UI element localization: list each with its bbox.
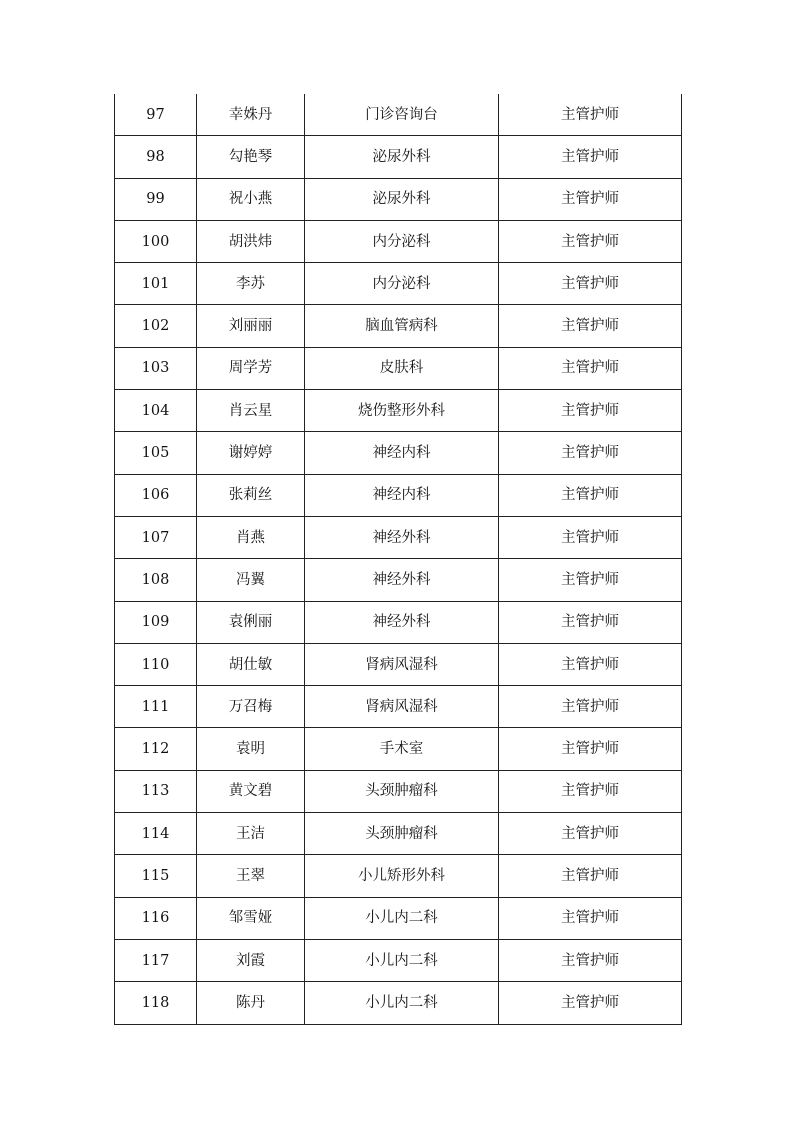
row-number: 102 bbox=[115, 305, 197, 347]
professional-title: 主管护师 bbox=[499, 474, 682, 516]
table-row bbox=[115, 305, 682, 347]
row-number: 111 bbox=[115, 686, 197, 728]
table-row bbox=[115, 939, 682, 981]
staff-name: 周学芳 bbox=[197, 347, 305, 389]
department: 神经外科 bbox=[305, 516, 499, 558]
department: 小儿内二科 bbox=[305, 982, 499, 1024]
department: 肾病风湿科 bbox=[305, 686, 499, 728]
table-row bbox=[115, 263, 682, 305]
table-row bbox=[115, 559, 682, 601]
staff-name: 胡仕敏 bbox=[197, 643, 305, 685]
table-row bbox=[115, 432, 682, 474]
professional-title: 主管护师 bbox=[499, 982, 682, 1024]
staff-name: 谢婷婷 bbox=[197, 432, 305, 474]
row-number: 118 bbox=[115, 982, 197, 1024]
department: 神经外科 bbox=[305, 559, 499, 601]
table-row bbox=[115, 770, 682, 812]
staff-name: 肖云星 bbox=[197, 390, 305, 432]
professional-title: 主管护师 bbox=[499, 770, 682, 812]
professional-title: 主管护师 bbox=[499, 728, 682, 770]
professional-title: 主管护师 bbox=[499, 178, 682, 220]
professional-title: 主管护师 bbox=[499, 390, 682, 432]
department: 头颈肿瘤科 bbox=[305, 770, 499, 812]
professional-title: 主管护师 bbox=[499, 601, 682, 643]
department: 内分泌科 bbox=[305, 263, 499, 305]
table-row bbox=[115, 136, 682, 178]
table-row bbox=[115, 897, 682, 939]
row-number: 114 bbox=[115, 813, 197, 855]
department: 小儿内二科 bbox=[305, 939, 499, 981]
table-row bbox=[115, 178, 682, 220]
staff-name: 勾艳琴 bbox=[197, 136, 305, 178]
department: 脑血管病科 bbox=[305, 305, 499, 347]
staff-name: 陈丹 bbox=[197, 982, 305, 1024]
department: 神经内科 bbox=[305, 474, 499, 516]
staff-name: 王翠 bbox=[197, 855, 305, 897]
staff-name: 刘丽丽 bbox=[197, 305, 305, 347]
row-number: 107 bbox=[115, 516, 197, 558]
row-number: 117 bbox=[115, 939, 197, 981]
row-number: 108 bbox=[115, 559, 197, 601]
table-row bbox=[115, 474, 682, 516]
professional-title: 主管护师 bbox=[499, 136, 682, 178]
staff-name: 袁明 bbox=[197, 728, 305, 770]
professional-title: 主管护师 bbox=[499, 347, 682, 389]
professional-title: 主管护师 bbox=[499, 305, 682, 347]
staff-name: 祝小燕 bbox=[197, 178, 305, 220]
table-row bbox=[115, 390, 682, 432]
table-row bbox=[115, 855, 682, 897]
professional-title: 主管护师 bbox=[499, 897, 682, 939]
staff-name: 袁俐丽 bbox=[197, 601, 305, 643]
department: 小儿内二科 bbox=[305, 897, 499, 939]
staff-name: 张莉丝 bbox=[197, 474, 305, 516]
row-number: 103 bbox=[115, 347, 197, 389]
table-row bbox=[115, 813, 682, 855]
row-number: 112 bbox=[115, 728, 197, 770]
professional-title: 主管护师 bbox=[499, 263, 682, 305]
staff-name: 万召梅 bbox=[197, 686, 305, 728]
row-number: 109 bbox=[115, 601, 197, 643]
department: 烧伤整形外科 bbox=[305, 390, 499, 432]
table-row bbox=[115, 686, 682, 728]
table-row bbox=[115, 982, 682, 1024]
row-number: 97 bbox=[115, 94, 197, 136]
professional-title: 主管护师 bbox=[499, 220, 682, 262]
row-number: 104 bbox=[115, 390, 197, 432]
department: 神经外科 bbox=[305, 601, 499, 643]
professional-title: 主管护师 bbox=[499, 94, 682, 136]
staff-name: 刘霞 bbox=[197, 939, 305, 981]
row-number: 98 bbox=[115, 136, 197, 178]
department: 小儿矫形外科 bbox=[305, 855, 499, 897]
staff-name: 胡洪炜 bbox=[197, 220, 305, 262]
department: 肾病风湿科 bbox=[305, 643, 499, 685]
professional-title: 主管护师 bbox=[499, 813, 682, 855]
professional-title: 主管护师 bbox=[499, 559, 682, 601]
staff-table bbox=[114, 94, 682, 1025]
staff-name: 王洁 bbox=[197, 813, 305, 855]
row-number: 113 bbox=[115, 770, 197, 812]
table-row bbox=[115, 347, 682, 389]
row-number: 115 bbox=[115, 855, 197, 897]
professional-title: 主管护师 bbox=[499, 643, 682, 685]
staff-name: 黄文碧 bbox=[197, 770, 305, 812]
row-number: 116 bbox=[115, 897, 197, 939]
department: 泌尿外科 bbox=[305, 136, 499, 178]
department: 头颈肿瘤科 bbox=[305, 813, 499, 855]
table-row bbox=[115, 728, 682, 770]
row-number: 101 bbox=[115, 263, 197, 305]
department: 手术室 bbox=[305, 728, 499, 770]
department: 皮肤科 bbox=[305, 347, 499, 389]
table-row bbox=[115, 516, 682, 558]
staff-name: 李苏 bbox=[197, 263, 305, 305]
row-number: 106 bbox=[115, 474, 197, 516]
table-row bbox=[115, 643, 682, 685]
table-row bbox=[115, 220, 682, 262]
professional-title: 主管护师 bbox=[499, 432, 682, 474]
row-number: 110 bbox=[115, 643, 197, 685]
department: 神经内科 bbox=[305, 432, 499, 474]
professional-title: 主管护师 bbox=[499, 855, 682, 897]
department: 泌尿外科 bbox=[305, 178, 499, 220]
staff-name: 幸姝丹 bbox=[197, 94, 305, 136]
staff-name: 邹雪娅 bbox=[197, 897, 305, 939]
staff-name: 肖燕 bbox=[197, 516, 305, 558]
professional-title: 主管护师 bbox=[499, 686, 682, 728]
table-row bbox=[115, 94, 682, 136]
staff-table-body bbox=[115, 94, 682, 1024]
professional-title: 主管护师 bbox=[499, 939, 682, 981]
row-number: 100 bbox=[115, 220, 197, 262]
row-number: 105 bbox=[115, 432, 197, 474]
department: 内分泌科 bbox=[305, 220, 499, 262]
professional-title: 主管护师 bbox=[499, 516, 682, 558]
row-number: 99 bbox=[115, 178, 197, 220]
table-row bbox=[115, 601, 682, 643]
staff-name: 冯翼 bbox=[197, 559, 305, 601]
department: 门诊咨询台 bbox=[305, 94, 499, 136]
